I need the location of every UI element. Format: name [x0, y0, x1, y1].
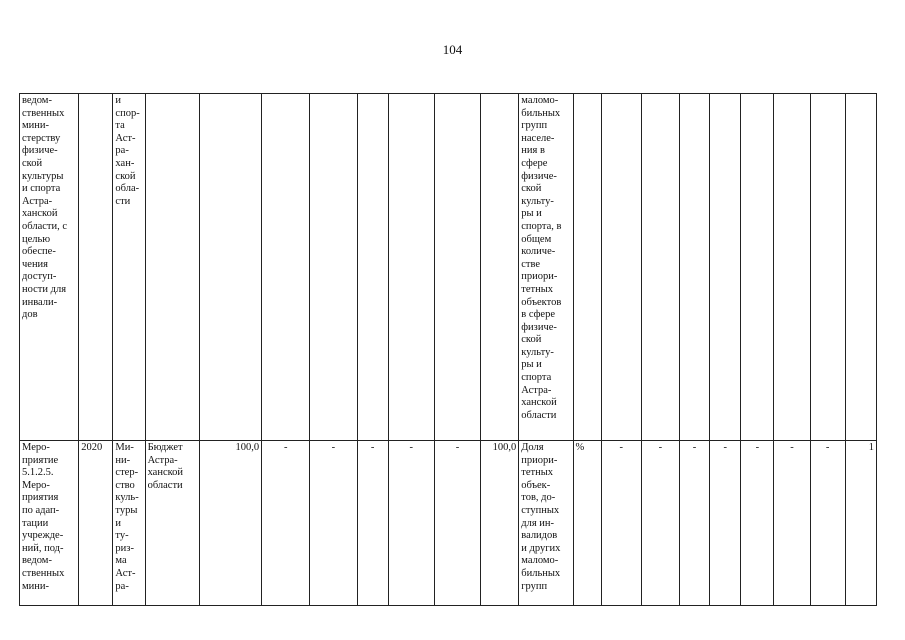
cell-measure-name: Меро- приятие 5.1.2.5. Меро- приятия по адап- тации учрежде- ний, под- ведом- ственных мини-	[20, 441, 79, 606]
cell-amount	[310, 94, 357, 441]
cell-amount	[481, 94, 519, 441]
cell-measure-name: ведом- ственных мини- стерству физиче- ской культуры и спорта Астра- ханской области, с целью обеспе- чения доступ- ности для инвали- дов	[20, 94, 79, 441]
table-row	[20, 94, 877, 441]
cell-value	[641, 94, 679, 441]
cell-year	[79, 94, 113, 441]
cell-amount	[388, 94, 434, 441]
page-number: 104	[442, 42, 463, 57]
cell-value	[741, 94, 774, 441]
cell-executor: и спор- та Аст- ра- хан- ской обла- сти	[113, 94, 145, 441]
cell-value: -	[641, 441, 679, 606]
cell-value	[710, 94, 741, 441]
cell-total	[199, 94, 261, 441]
cell-value: -	[810, 441, 845, 606]
cell-unit: %	[573, 441, 601, 606]
cell-value: -	[774, 441, 810, 606]
cell-value: -	[710, 441, 741, 606]
cell-total: 100,0	[199, 441, 261, 606]
cell-amount: -	[434, 441, 480, 606]
cell-amount: 100,0	[481, 441, 519, 606]
cell-value	[679, 94, 709, 441]
cell-value	[845, 94, 876, 441]
table-row	[20, 441, 877, 606]
cell-value	[601, 94, 641, 441]
cell-value: -	[679, 441, 709, 606]
cell-amount: -	[357, 441, 388, 606]
cell-amount	[434, 94, 480, 441]
measures-table	[19, 93, 877, 606]
cell-amount: -	[310, 441, 357, 606]
cell-indicator: маломо- бильных групп населе- ния в сфере физиче- ской культу- ры и спорта, в общем количе- стве приори- тетных объектов в сфере физиче- ской культу- ры и спорта Астра- ханской области	[519, 94, 573, 441]
cell-indicator: Доля приори- тетных объек- тов, до- ступных для ин- валидов и других маломо- бильных групп	[519, 441, 573, 606]
cell-value: -	[741, 441, 774, 606]
cell-amount	[262, 94, 310, 441]
cell-unit	[573, 94, 601, 441]
cell-value	[774, 94, 810, 441]
cell-value	[810, 94, 845, 441]
cell-amount	[357, 94, 388, 441]
cell-amount: -	[262, 441, 310, 606]
cell-year: 2020	[79, 441, 113, 606]
cell-amount: -	[388, 441, 434, 606]
cell-value: -	[601, 441, 641, 606]
cell-executor: Ми- ни- стер- ство куль- туры и ту- риз- ма Аст- ра-	[113, 441, 145, 606]
cell-funding-source	[145, 94, 199, 441]
cell-funding-source: Бюджет Астра- ханской области	[145, 441, 199, 606]
cell-value: 1	[845, 441, 876, 606]
